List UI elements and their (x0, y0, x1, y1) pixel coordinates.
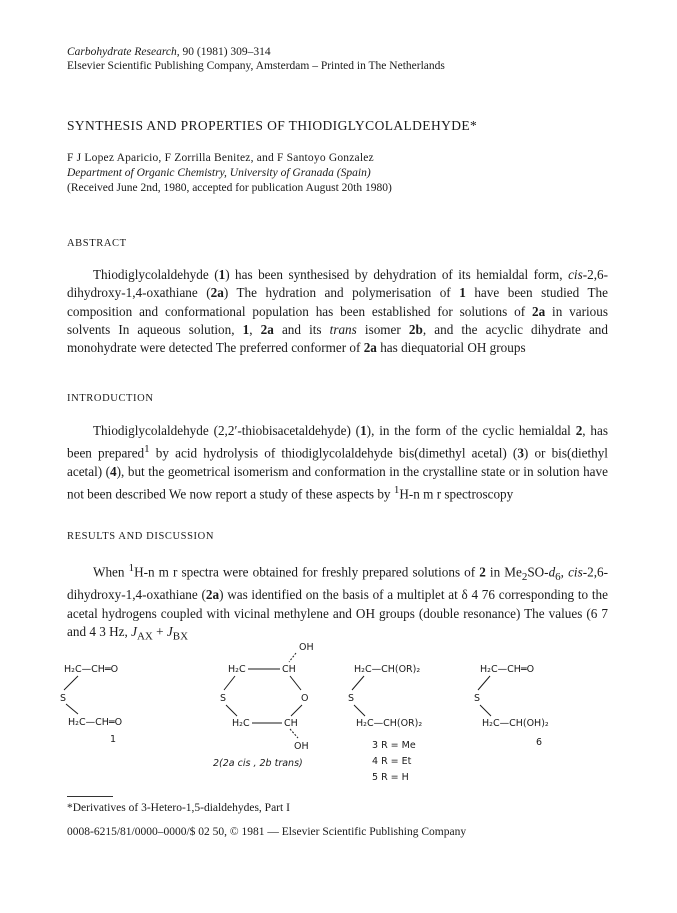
structure-1 (60, 664, 122, 745)
s1-bottom-group: H₂C—CH═O (68, 717, 123, 728)
s2-bond-left-top (224, 676, 235, 690)
footnote-rule (67, 796, 113, 797)
publisher-line: Elsevier Scientific Publishing Company, Amsterdam – Printed in The Netherlands (67, 60, 445, 72)
s1-sulfur: S (60, 693, 67, 704)
copyright-footer: 0008-6215/81/0000–0000/$ 02 50, © 1981 — Elsevier Scientific Publishing Company (67, 826, 467, 838)
journal-name: Carbohydrate Research, (67, 46, 180, 58)
s3-sulfur: S (348, 693, 355, 704)
s2-bond-right-bot (291, 705, 302, 716)
s1-top-group: H₂C—CH═O (64, 664, 119, 675)
journal-citation (67, 45, 271, 59)
article-affiliation: Department of Organic Chemistry, University of Granada (Spain) (67, 167, 371, 179)
structures-figure (60, 638, 620, 788)
article-received: (Received June 2nd, 1980, accepted for publication August 20th 1980) (67, 182, 392, 194)
results-heading: RESULTS AND DISCUSSION (67, 531, 215, 542)
introduction-paragraph: Thiodiglycolaldehyde (2,2′-thiobisacetaldehyde) (1), in the form of the cyclic hemialdal 2, has been prepared$^1$ by acid hydrolysis of thiodiglycolaldehyde bis(dimethyl acetal) (3) or bis(diethyl acetal) (4), but the geometrical isomerism and conformation in the crystalline state or in solution have not been described We now report a study of these aspects by $^1$H-n m r spectroscopy (67, 423, 608, 502)
s2-oxygen: O (301, 693, 309, 704)
journal-volume: 90 (1981) 309–314 (182, 46, 271, 58)
s3-label-4: 4 R = Et (372, 756, 412, 767)
article-authors: F J Lopez Aparicio, F Zorrilla Benitez, and F Santoyo Gonzalez (67, 152, 374, 164)
structure-2 (213, 642, 314, 769)
s2-bond-oh-top (289, 653, 296, 662)
s3-bond-top (352, 676, 364, 690)
s6-bond-top (478, 676, 490, 690)
s3-bottom-group: H₂C—CH(OR)₂ (356, 718, 423, 729)
s1-label: 1 (110, 734, 117, 745)
s2-ch-bot: CH (284, 718, 298, 729)
s6-bond-bot (480, 705, 491, 716)
s2-bond-right-top (290, 676, 301, 690)
s6-top-group: H₂C—CH═O (480, 664, 535, 675)
s2-oh-top: OH (299, 642, 314, 653)
s2-h2c-bot: H₂C (232, 718, 250, 729)
s2-bond-oh-bot (290, 729, 298, 738)
footnote: *Derivatives of 3-Hetero-1,5-dialdehydes, Part I (67, 802, 290, 814)
s3-bond-bot (354, 705, 365, 716)
s2-sulfur: S (220, 693, 227, 704)
structure-6 (474, 664, 549, 748)
s3-top-group: H₂C—CH(OR)₂ (354, 664, 421, 675)
abstract-paragraph: Thiodiglycolaldehyde (1) has been synthesised by dehydration of its hemialdal form, cis-2,6-dihydroxy-1,4-oxathiane (2a) The hydration and polymerisation of 1 have been studied The composition and conformational population has been established for solutions of 2a in various solvents In aqueous solution, 1, 2a and its trans isomer 2b, and the acyclic dihydrate and monohydrate were detected The preferred conformer of 2a has diequatorial OH groups (67, 267, 608, 356)
s3-label-3: 3 R = Me (372, 740, 416, 751)
s2-bond-left-bot (226, 705, 237, 716)
s2-oh-bot: OH (294, 741, 309, 752)
results-paragraph: When $^1$H-n m r spectra were obtained for freshly prepared solutions of 2 in $Me_2SO-d_6$, cis-2,6-dihydroxy-1,4-oxathiane (2a) was identified on the basis of a multiplet at δ 4 76 corresponding to the acetal hydrogens coupled with vicinal methylene and OH groups (double resonance) The values (6 7 and 4 3 Hz, $J_{AX} + J_{BX}$ (67, 562, 608, 643)
structure-3-5 (348, 664, 422, 783)
article-title: SYNTHESIS AND PROPERTIES OF THIODIGLYCOLALDEHYDE* (67, 118, 478, 133)
s6-sulfur: S (474, 693, 481, 704)
s2-label: 2(2a cis , 2b trans) (213, 758, 303, 769)
s2-h2c-top: H₂C (228, 664, 246, 675)
s1-bond-top (64, 676, 78, 690)
s6-label: 6 (536, 737, 543, 748)
s6-bottom-group: H₂C—CH(OH)₂ (482, 718, 549, 729)
introduction-heading: INTRODUCTION (67, 393, 154, 404)
s1-bond-bot (66, 704, 78, 714)
abstract-heading: ABSTRACT (67, 238, 127, 249)
s3-label-5: 5 R = H (372, 772, 409, 783)
s2-ch-top: CH (282, 664, 296, 675)
